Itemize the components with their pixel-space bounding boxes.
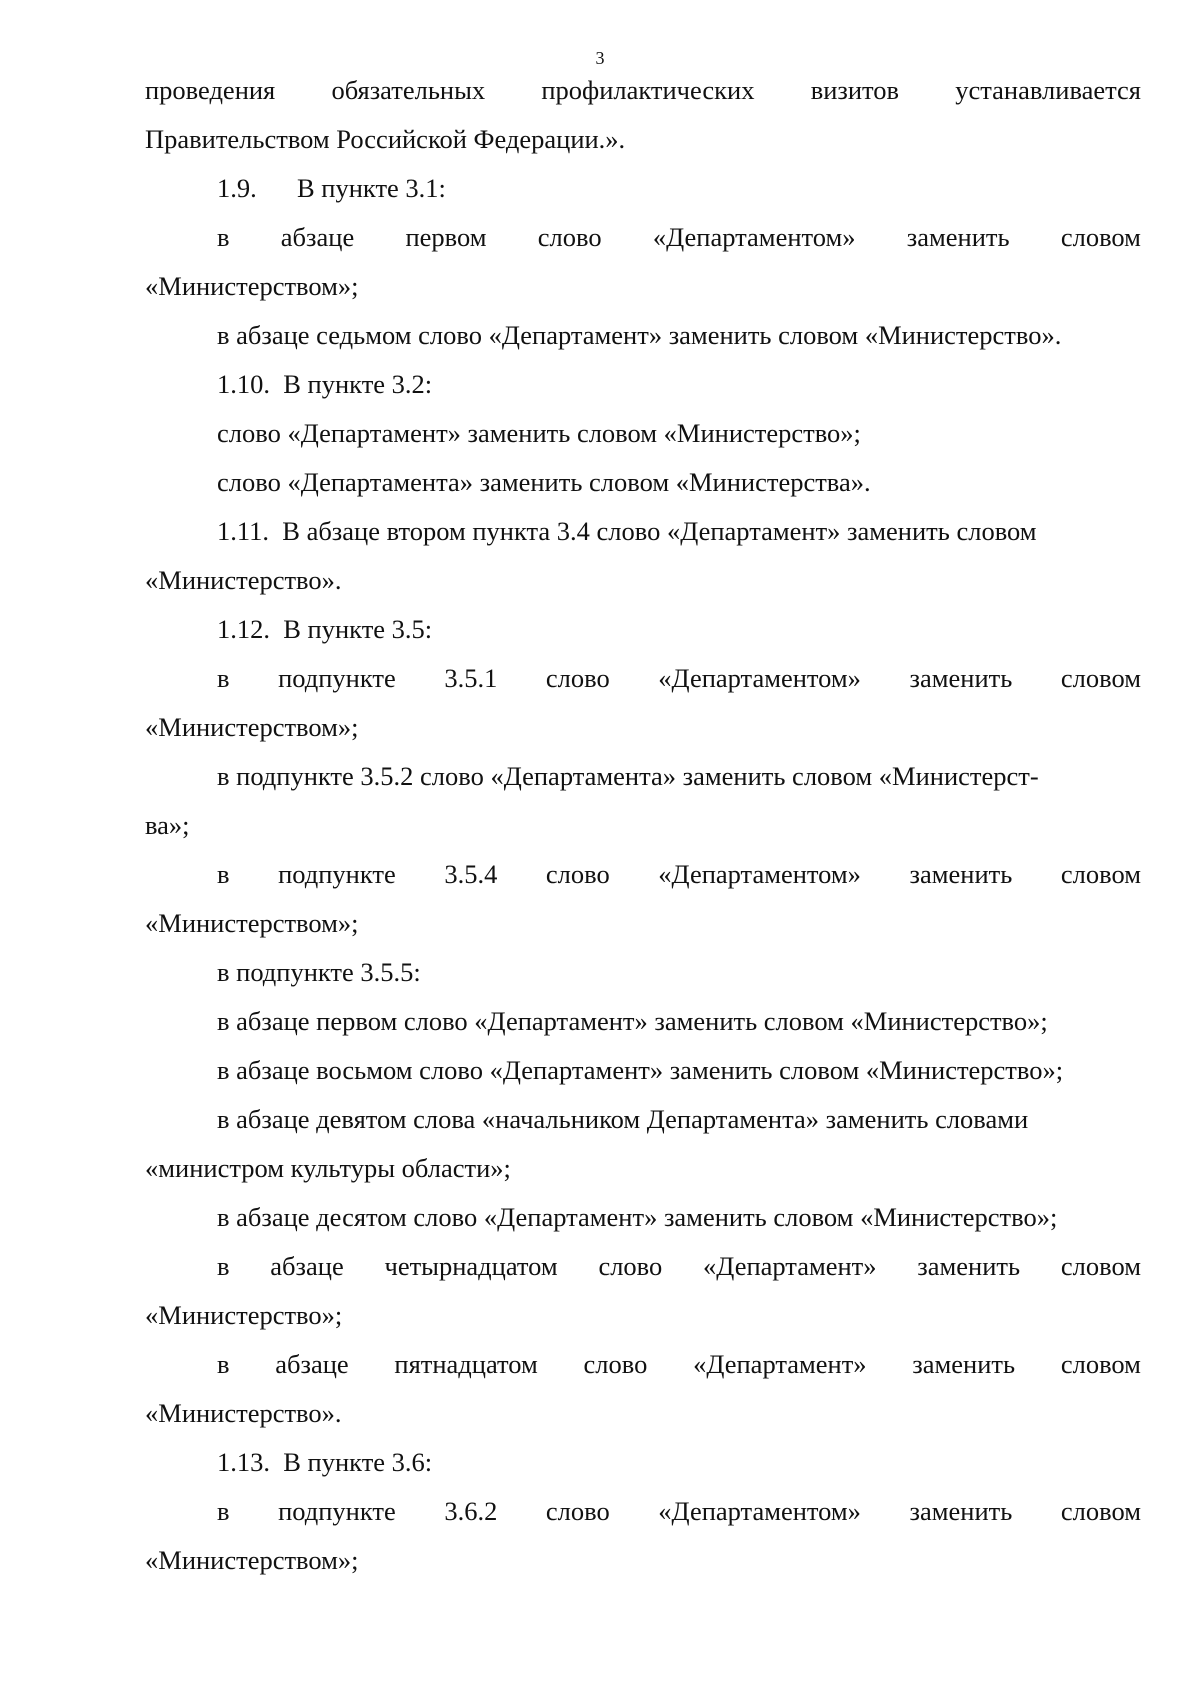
word: слово (545, 859, 610, 889)
section-heading: 1.10. В пункте 3.2: (217, 369, 433, 399)
paragraph-line (145, 213, 1141, 262)
word: 3.5.4 (444, 859, 498, 889)
word: словом (1060, 1496, 1141, 1526)
paragraph-line: «Министерством»; (145, 712, 359, 742)
paragraph-line: «Министерство»; (145, 1300, 343, 1330)
word: слово (545, 1496, 610, 1526)
paragraph-line: в подпункте 3.5.2 слово «Департамента» заменить словом «Министерст- (217, 761, 1039, 791)
word: слово (583, 1349, 648, 1379)
word: в (217, 1349, 230, 1379)
word: слово (545, 663, 610, 693)
word: заменить (909, 859, 1013, 889)
paragraph-line: «Министерством»; (145, 1545, 359, 1575)
section-heading: 1.12. В пункте 3.5: (217, 614, 433, 644)
word: «Департаментом» (658, 663, 861, 693)
paragraph-line: «Министерство». (145, 1398, 342, 1428)
paragraph-line (145, 850, 1141, 899)
word: слово (598, 1251, 663, 1281)
section-title: В пункте 3.1: (297, 173, 446, 203)
word: словом (1060, 1349, 1141, 1379)
word: визитов (810, 75, 900, 105)
word: четырнадцатом (384, 1251, 558, 1281)
word: «Департамент» (703, 1251, 877, 1281)
word: в (217, 222, 230, 252)
section-heading: 1.13. В пункте 3.6: (217, 1447, 433, 1477)
document-body (145, 66, 1141, 1585)
word: слово (537, 222, 602, 252)
paragraph: в абзаце седьмом слово «Департамент» заменить словом «Министерство». (217, 320, 1062, 350)
word: словом (1060, 859, 1141, 889)
paragraph-line: 1.11. В абзаце втором пункта 3.4 слово «Департамент» заменить словом (217, 516, 1037, 546)
paragraph: в абзаце первом слово «Департамент» заменить словом «Министерство»; (217, 1006, 1048, 1036)
word: пятнадцатом (394, 1349, 538, 1379)
word: словом (1060, 222, 1141, 252)
word: абзаце (275, 1349, 349, 1379)
word: устанавливается (955, 75, 1141, 105)
word: в (217, 663, 230, 693)
paragraph-line (145, 1487, 1141, 1536)
page-number: 3 (595, 48, 605, 68)
paragraph: в абзаце восьмом слово «Департамент» заменить словом «Министерство»; (217, 1055, 1064, 1085)
paragraph: слово «Департамент» заменить словом «Министерство»; (217, 418, 861, 448)
word: абзаце (270, 1251, 344, 1281)
word: в (217, 1251, 230, 1281)
word: 3.5.1 (444, 663, 498, 693)
paragraph-line (145, 1242, 1141, 1291)
paragraph-line (145, 1340, 1141, 1389)
word: первом (405, 222, 487, 252)
word: проведения (145, 75, 276, 105)
paragraph-line: в абзаце девятом слова «начальником Департамента» заменить словами (217, 1104, 1029, 1134)
word: абзаце (280, 222, 355, 252)
section-number: 1.9. (217, 173, 257, 203)
paragraph: в подпункте 3.5.5: (217, 957, 421, 987)
word: заменить (912, 1349, 1016, 1379)
word: подпункте (278, 663, 396, 693)
paragraph-line: «министром культуры области»; (145, 1153, 511, 1183)
word: профилактических (541, 75, 755, 105)
word: заменить (906, 222, 1010, 252)
word: подпункте (278, 859, 396, 889)
section-heading (145, 164, 1141, 213)
paragraph-line (145, 66, 1141, 115)
word: словом (1060, 663, 1141, 693)
word: «Департаментом» (658, 859, 861, 889)
word: в (217, 1496, 230, 1526)
paragraph-line: «Министерство». (145, 565, 342, 595)
paragraph-line: ва»; (145, 810, 190, 840)
word: заменить (909, 1496, 1013, 1526)
word: 3.6.2 (444, 1496, 498, 1526)
word: «Департамент» (693, 1349, 867, 1379)
word: в (217, 859, 230, 889)
paragraph-line (145, 654, 1141, 703)
word: обязательных (331, 75, 486, 105)
word: заменить (909, 663, 1013, 693)
word: подпункте (278, 1496, 396, 1526)
paragraph-line: «Министерством»; (145, 271, 359, 301)
word: словом (1060, 1251, 1141, 1281)
paragraph: слово «Департамента» заменить словом «Министерства». (217, 467, 871, 497)
word: «Департаментом» (652, 222, 856, 252)
word: «Департаментом» (658, 1496, 861, 1526)
paragraph-line: «Министерством»; (145, 908, 359, 938)
paragraph: в абзаце десятом слово «Департамент» заменить словом «Министерство»; (217, 1202, 1058, 1232)
word: заменить (917, 1251, 1021, 1281)
paragraph-line: Правительством Российской Федерации.». (145, 124, 626, 154)
